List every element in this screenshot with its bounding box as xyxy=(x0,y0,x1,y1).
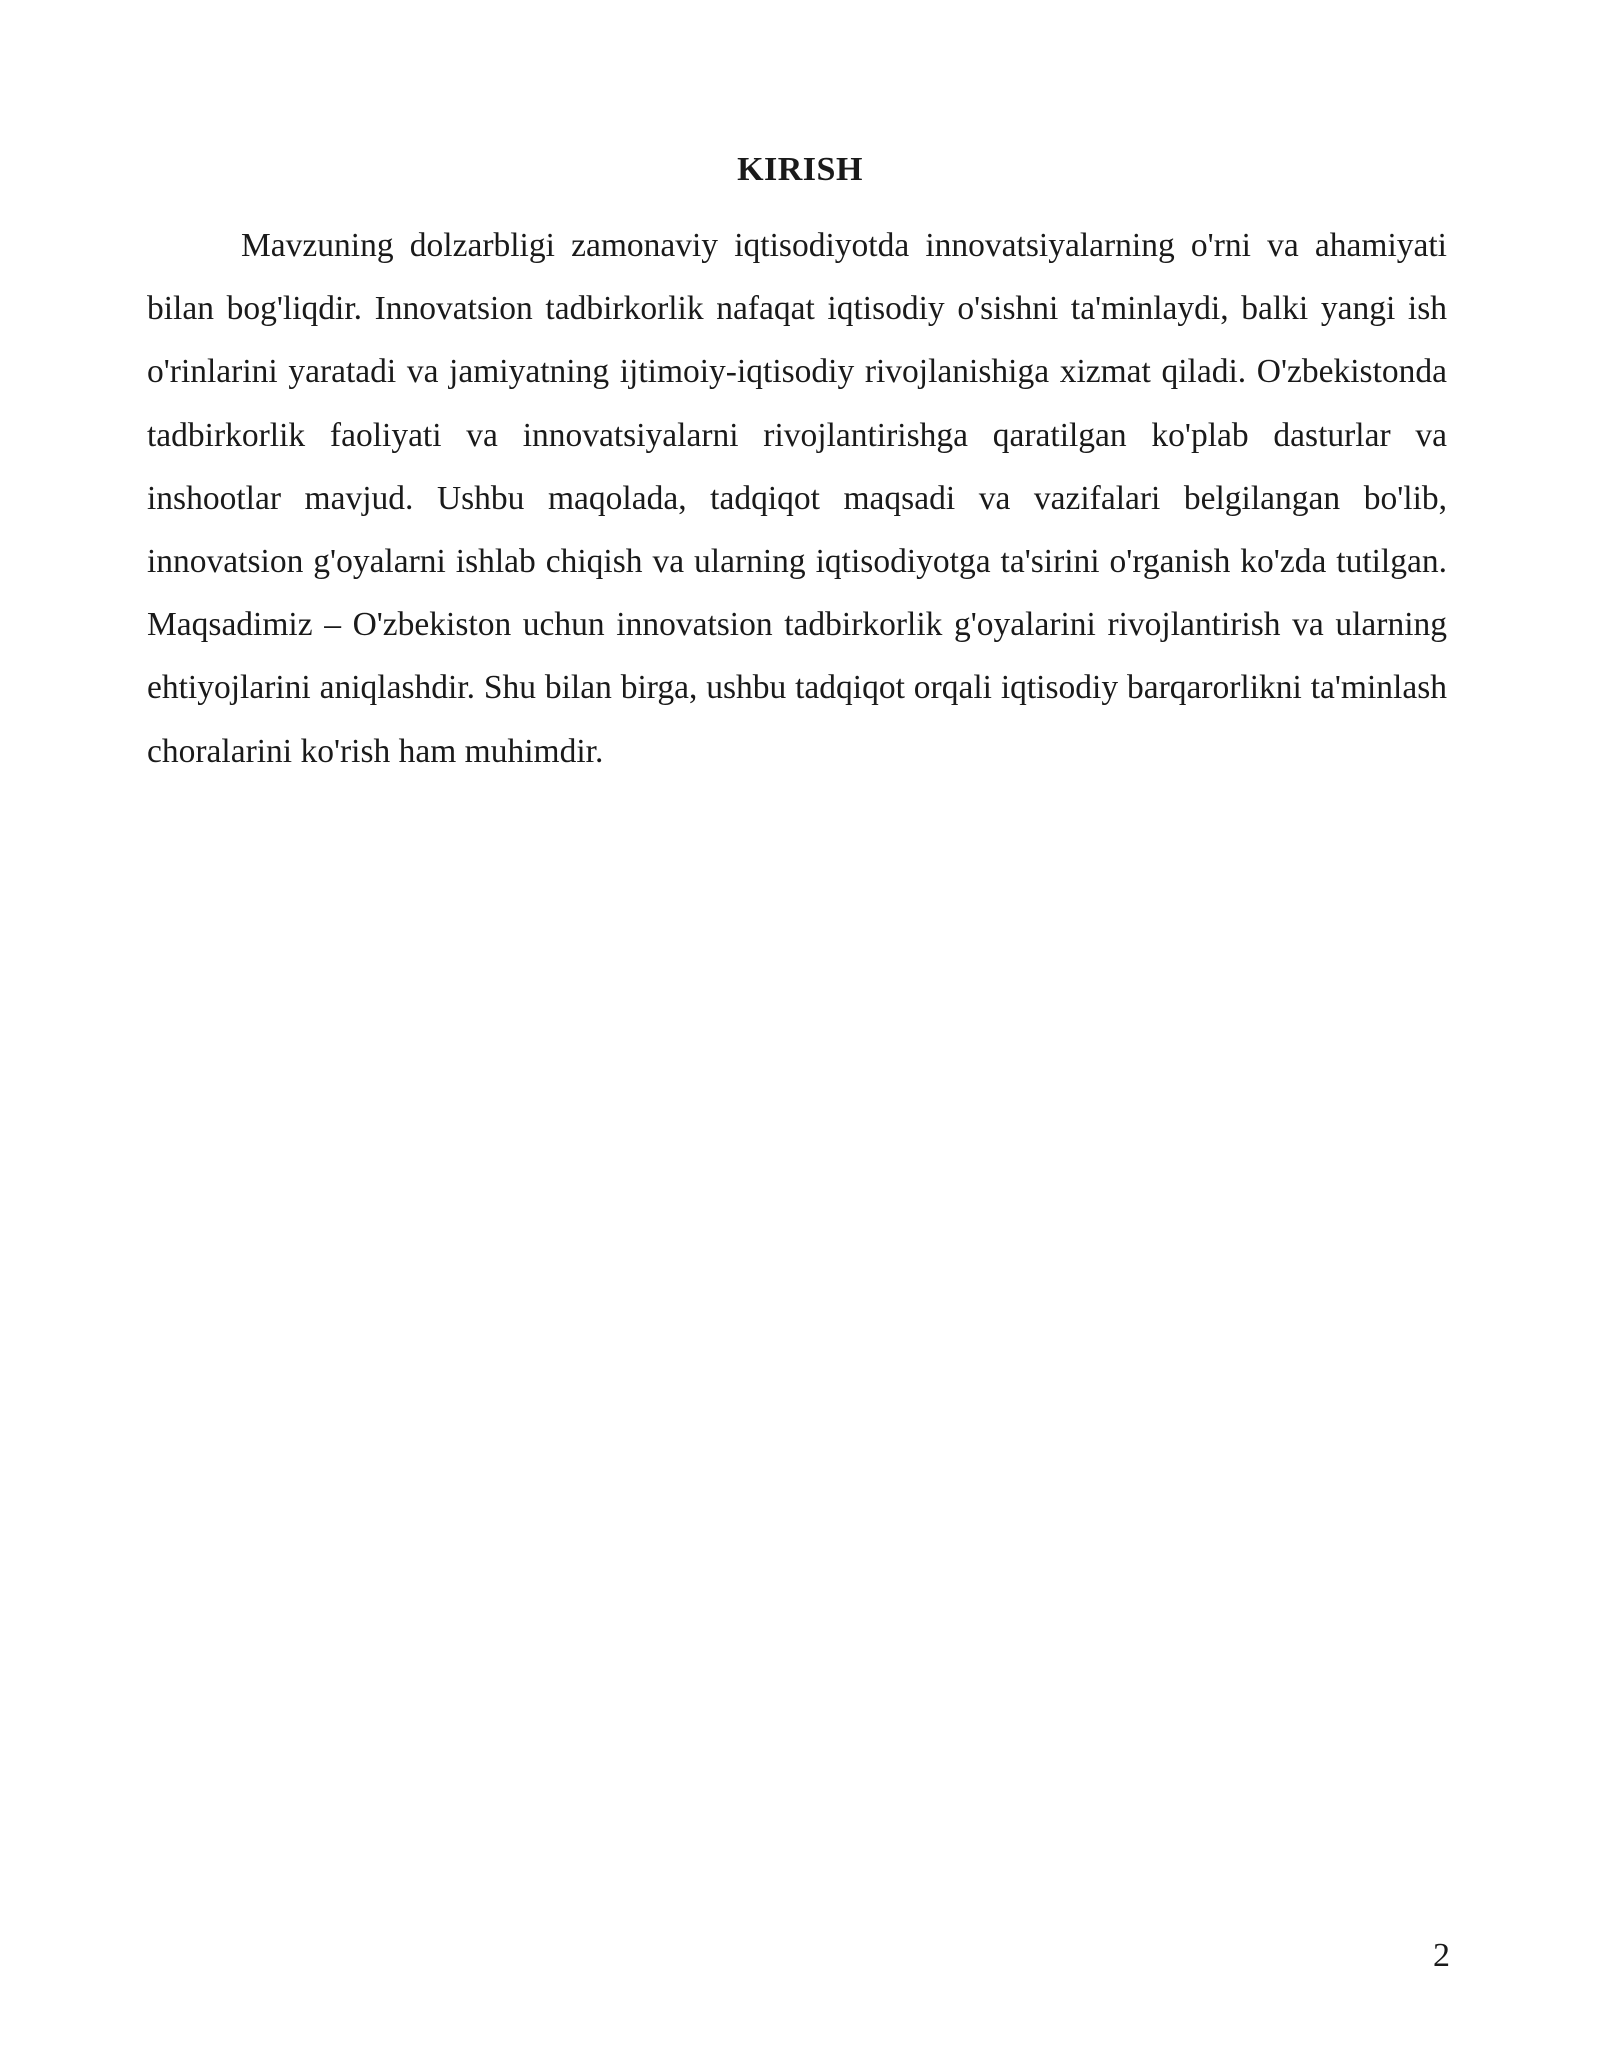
page-number: 2 xyxy=(1433,1937,1450,1974)
section-heading: KIRISH xyxy=(737,151,863,188)
body-paragraph: Mavzuning dolzarbligi zamonaviy iqtisodiyotda innovatsiyalarning o'rni va ahamiyati bilan bog'liqdir. Innovatsion tadbirkorlik nafaqat iqtisodiy o'sishni ta'minlaydi, balki yangi ish o'rinlarini yaratadi va jamiyatning ijtimoiy-iqtisodiy rivojlanishiga xizmat qiladi. O'zbekistonda tadbirkorlik faoliyati va innovatsiyalarni rivojlantirishga qaratilgan ko'plab dasturlar va inshootlar mavjud. Ushbu maqolada, tadqiqot maqsadi va vazifalari belgilangan bo'lib, innovatsion g'oyalarni ishlab chiqish va ularning iqtisodiyotga ta'sirini o'rganish ko'zda tutilgan. Maqsadimiz – O'zbekiston uchun innovatsion tadbirkorlik g'oyalarini rivojlantirish va ularning ehtiyojlarini aniqlashdir. Shu bilan birga, ushbu tadqiqot orqali iqtisodiy barqarorlikni ta'minlash choralarini ko'rish ham muhimdir. xyxy=(147,227,1447,770)
